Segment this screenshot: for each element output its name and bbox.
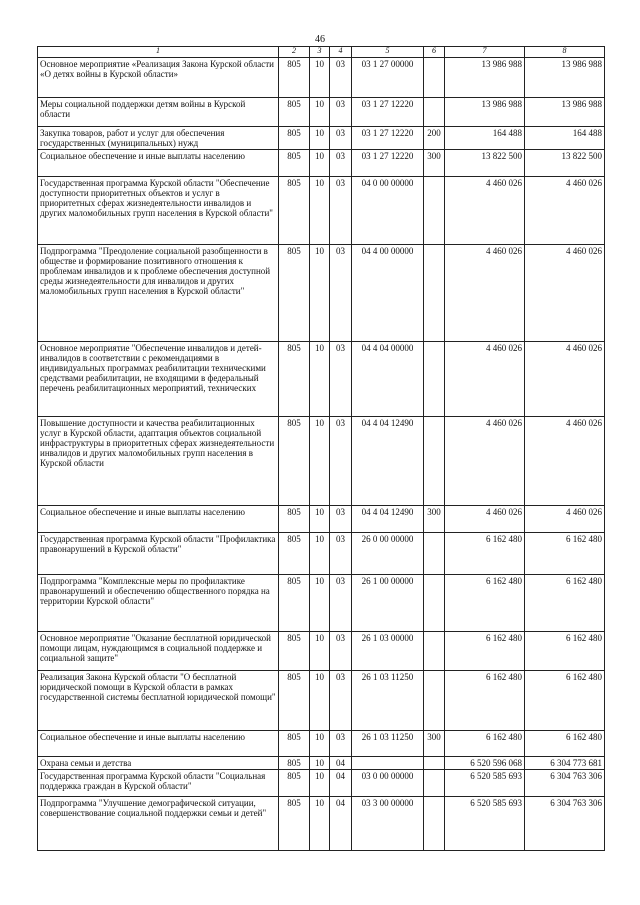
subsection-code: 03: [330, 245, 352, 342]
target-article-code: 26 1 03 11250: [352, 671, 424, 731]
amount-year-2: 13 986 988: [525, 58, 605, 98]
section-code: 10: [310, 150, 330, 177]
target-article-code: 03 1 27 12220: [352, 150, 424, 177]
table-row: [38, 417, 605, 506]
amount-year-2: 6 162 480: [525, 575, 605, 632]
ved-code: 805: [279, 177, 310, 245]
amount-year-2: 4 460 026: [525, 417, 605, 506]
ved-code: 805: [279, 575, 310, 632]
amount-year-1: 6 162 480: [445, 632, 525, 671]
ved-code: 805: [279, 58, 310, 98]
row-name: Государственная программа Курской области "Обеспечение доступности приоритетных объектов и услуг в приоритетных сферах жизнедеятельности инвалидов и других маломобильных групп населения в Курской области": [38, 177, 279, 245]
subsection-code: 04: [330, 757, 352, 770]
target-article-code: 03 1 27 12220: [352, 127, 424, 150]
expense-type-code: 200: [424, 127, 445, 150]
ved-code: 805: [279, 632, 310, 671]
expense-type-code: [424, 533, 445, 575]
row-name: Охрана семьи и детства: [38, 757, 279, 770]
table-row: [38, 575, 605, 632]
expense-type-code: [424, 797, 445, 851]
table-row: [38, 245, 605, 342]
amount-year-2: 6 162 480: [525, 671, 605, 731]
amount-year-1: 13 986 988: [445, 58, 525, 98]
target-article-code: 04 4 04 00000: [352, 342, 424, 417]
section-code: 10: [310, 731, 330, 757]
amount-year-1: 6 162 480: [445, 731, 525, 757]
expense-type-code: [424, 632, 445, 671]
expense-type-code: 300: [424, 506, 445, 533]
table-row: [38, 632, 605, 671]
expense-type-code: 300: [424, 150, 445, 177]
ved-code: 805: [279, 671, 310, 731]
subsection-code: 03: [330, 150, 352, 177]
row-name: Подпрограмма "Преодоление социальной разобщенности в обществе и формирование позитивного отношения к проблемам инвалидов и к проблеме обеспечения доступной среды жизнедеятельности для инвалидов и других маломобильных групп населения в Курской области": [38, 245, 279, 342]
expense-type-code: [424, 245, 445, 342]
column-header: 2: [279, 47, 310, 58]
column-header: 7: [445, 47, 525, 58]
column-header: 4: [330, 47, 352, 58]
ved-code: 805: [279, 506, 310, 533]
section-code: 10: [310, 245, 330, 342]
table-row: [38, 127, 605, 150]
target-article-code: 04 4 00 00000: [352, 245, 424, 342]
amount-year-1: 6 162 480: [445, 671, 525, 731]
amount-year-1: 6 520 596 068: [445, 757, 525, 770]
target-article-code: 04 4 04 12490: [352, 506, 424, 533]
subsection-code: 03: [330, 671, 352, 731]
amount-year-2: 6 162 480: [525, 632, 605, 671]
section-code: 10: [310, 417, 330, 506]
expense-type-code: [424, 98, 445, 127]
expense-type-code: [424, 757, 445, 770]
column-header: 1: [38, 47, 279, 58]
amount-year-1: 6 520 585 693: [445, 797, 525, 851]
expense-type-code: [424, 770, 445, 797]
ved-code: 805: [279, 797, 310, 851]
amount-year-2: 6 162 480: [525, 731, 605, 757]
target-article-code: 04 4 04 12490: [352, 417, 424, 506]
amount-year-1: 13 986 988: [445, 98, 525, 127]
ved-code: 805: [279, 731, 310, 757]
row-name: Повышение доступности и качества реабилитационных услуг в Курской области, адаптация объектов социальной инфраструктуры в приоритетных сферах жизнедеятельности инвалидов и других маломобильных групп населения в Курской области: [38, 417, 279, 506]
subsection-code: 03: [330, 127, 352, 150]
row-name: Основное мероприятие "Обеспечение инвалидов и детей-инвалидов в соответствии с рекомендациями в индивидуальных программах реабилитации техническими средствами реабилитации, не входящими в федеральный перечень реабилитационных мероприятий, технических: [38, 342, 279, 417]
subsection-code: 03: [330, 417, 352, 506]
expense-type-code: [424, 58, 445, 98]
section-code: 10: [310, 671, 330, 731]
table-row: [38, 177, 605, 245]
expense-type-code: [424, 575, 445, 632]
amount-year-1: 4 460 026: [445, 417, 525, 506]
section-code: 10: [310, 533, 330, 575]
amount-year-2: 6 304 763 306: [525, 797, 605, 851]
subsection-code: 04: [330, 770, 352, 797]
amount-year-2: 164 488: [525, 127, 605, 150]
table-row: [38, 58, 605, 98]
amount-year-1: 4 460 026: [445, 342, 525, 417]
column-header: 6: [424, 47, 445, 58]
ved-code: 805: [279, 245, 310, 342]
section-code: 10: [310, 757, 330, 770]
row-name: Реализация Закона Курской области "О бесплатной юридической помощи в Курской области в рамках государственной системы бесплатной юридической помощи": [38, 671, 279, 731]
subsection-code: 03: [330, 342, 352, 417]
section-code: 10: [310, 342, 330, 417]
section-code: 10: [310, 98, 330, 127]
table-row: [38, 98, 605, 127]
target-article-code: [352, 757, 424, 770]
expense-type-code: 300: [424, 731, 445, 757]
section-code: 10: [310, 797, 330, 851]
subsection-code: 03: [330, 58, 352, 98]
subsection-code: 03: [330, 98, 352, 127]
budget-table: [37, 46, 605, 851]
column-header: 5: [352, 47, 424, 58]
target-article-code: 26 1 03 11250: [352, 731, 424, 757]
amount-year-2: 13 986 988: [525, 98, 605, 127]
section-code: 10: [310, 632, 330, 671]
table-row: [38, 757, 605, 770]
amount-year-1: 4 460 026: [445, 177, 525, 245]
amount-year-1: 164 488: [445, 127, 525, 150]
row-name: Основное мероприятие "Оказание бесплатной юридической помощи лицам, нуждающимся в социальной поддержке и социальной защите": [38, 632, 279, 671]
amount-year-1: 6 162 480: [445, 575, 525, 632]
amount-year-2: 6 304 763 306: [525, 770, 605, 797]
table-body: [38, 58, 605, 851]
amount-year-2: 4 460 026: [525, 342, 605, 417]
amount-year-1: 4 460 026: [445, 506, 525, 533]
ved-code: 805: [279, 150, 310, 177]
row-name: Основное мероприятие «Реализация Закона Курской области «О детях войны в Курской области»: [38, 58, 279, 98]
table-row: [38, 731, 605, 757]
section-code: 10: [310, 575, 330, 632]
ved-code: 805: [279, 770, 310, 797]
ved-code: 805: [279, 342, 310, 417]
row-name: Социальное обеспечение и иные выплаты населению: [38, 150, 279, 177]
target-article-code: 03 0 00 00000: [352, 770, 424, 797]
subsection-code: 04: [330, 797, 352, 851]
column-header: 8: [525, 47, 605, 58]
row-name: Государственная программа Курской области "Профилактика правонарушений в Курской области": [38, 533, 279, 575]
row-name: Меры социальной поддержки детям войны в Курской области: [38, 98, 279, 127]
section-code: 10: [310, 127, 330, 150]
target-article-code: 03 1 27 12220: [352, 98, 424, 127]
amount-year-1: 13 822 500: [445, 150, 525, 177]
subsection-code: 03: [330, 731, 352, 757]
table-row: [38, 506, 605, 533]
amount-year-1: 6 162 480: [445, 533, 525, 575]
column-number-row: [38, 47, 605, 58]
amount-year-2: 4 460 026: [525, 177, 605, 245]
amount-year-2: 13 822 500: [525, 150, 605, 177]
row-name: Социальное обеспечение и иные выплаты населению: [38, 506, 279, 533]
amount-year-1: 6 520 585 693: [445, 770, 525, 797]
table-row: [38, 797, 605, 851]
subsection-code: 03: [330, 177, 352, 245]
ved-code: 805: [279, 533, 310, 575]
ved-code: 805: [279, 98, 310, 127]
column-header: 3: [310, 47, 330, 58]
expense-type-code: [424, 177, 445, 245]
expense-type-code: [424, 671, 445, 731]
page-number: 46: [315, 34, 325, 45]
section-code: 10: [310, 506, 330, 533]
row-name: Закупка товаров, работ и услуг для обеспечения государственных (муниципальных) нужд: [38, 127, 279, 150]
section-code: 10: [310, 177, 330, 245]
ved-code: 805: [279, 417, 310, 506]
expense-type-code: [424, 417, 445, 506]
amount-year-2: 6 162 480: [525, 533, 605, 575]
target-article-code: 26 1 00 00000: [352, 575, 424, 632]
table-row: [38, 533, 605, 575]
table-row: [38, 770, 605, 797]
amount-year-2: 4 460 026: [525, 245, 605, 342]
row-name: Подпрограмма "Улучшение демографической ситуации, совершенствование социальной поддержки семьи и детей": [38, 797, 279, 851]
target-article-code: 26 1 03 00000: [352, 632, 424, 671]
section-code: 10: [310, 770, 330, 797]
target-article-code: 26 0 00 00000: [352, 533, 424, 575]
row-name: Государственная программа Курской области "Социальная поддержка граждан в Курской области": [38, 770, 279, 797]
amount-year-1: 4 460 026: [445, 245, 525, 342]
row-name: Социальное обеспечение и иные выплаты населению: [38, 731, 279, 757]
subsection-code: 03: [330, 575, 352, 632]
subsection-code: 03: [330, 533, 352, 575]
target-article-code: 03 1 27 00000: [352, 58, 424, 98]
target-article-code: 03 3 00 00000: [352, 797, 424, 851]
amount-year-2: 6 304 773 681: [525, 757, 605, 770]
table-row: [38, 342, 605, 417]
amount-year-2: 4 460 026: [525, 506, 605, 533]
section-code: 10: [310, 58, 330, 98]
expense-type-code: [424, 342, 445, 417]
subsection-code: 03: [330, 506, 352, 533]
target-article-code: 04 0 00 00000: [352, 177, 424, 245]
subsection-code: 03: [330, 632, 352, 671]
table-row: [38, 671, 605, 731]
ved-code: 805: [279, 757, 310, 770]
table-row: [38, 150, 605, 177]
row-name: Подпрограмма "Комплексные меры по профилактике правонарушений и обеспечению общественного порядка на территории Курской области": [38, 575, 279, 632]
ved-code: 805: [279, 127, 310, 150]
